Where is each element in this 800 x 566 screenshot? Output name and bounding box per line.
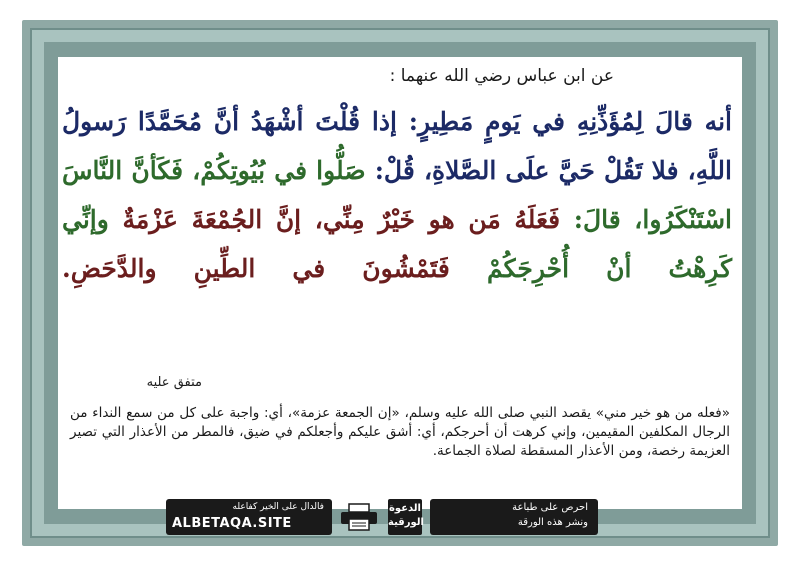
print-note-line-2: ونشر هذه الورقة — [517, 517, 588, 528]
card-content — [58, 57, 742, 509]
logo-line-1: الدعوة — [389, 503, 421, 514]
logo-text — [388, 502, 422, 530]
footer-bar — [166, 499, 598, 535]
hadith-text — [62, 97, 732, 293]
hadith-part-4: وإنِّي كَرِهْتُ أنْ أُحْرِجَكُمْ — [62, 205, 732, 283]
explanation-text: «فعله من هو خير مني» يقصد النبي صلى الله عليه وسلم، «إن الجمعة عزمة»، أي: واجبة على كل من سمع النداء من الرجال المكلفين المقيمين، وإني كرهت أن أحرجكم، أي: أشق عليكم وأجعلكم في ضيق، فالمطر من الأعذار التي تصير العزيمة رخصة، ومن الأعذار المسقطة لصلاة الجماعة. — [70, 405, 730, 459]
paper-dawah-logo — [388, 499, 422, 535]
print-note-line-1: احرص على طباعة — [512, 502, 588, 513]
card-paper — [58, 57, 742, 509]
footer-slogan: فالدال على الخير كفاعله — [232, 502, 324, 512]
footer-print-note — [430, 499, 598, 535]
footer-site-box — [166, 499, 332, 535]
hadith-source: متفق عليه — [146, 375, 202, 390]
footer-site-link[interactable]: ALBETAQA.SITE — [172, 516, 292, 531]
printer-icon — [338, 503, 380, 531]
hadith-part-2: صَلُّوا في بُيُوتِكُمْ، فَكَأنَّ النَّاسَ اسْتَنْكَرُوا، قالَ: — [62, 156, 732, 234]
logo-line-2: الورقية — [388, 517, 424, 528]
hadith-part-3: فَعَلَهُ مَن هو خَيْرٌ مِنِّي، إنَّ الجُمْعَةَ عَزْمَةٌ — [122, 205, 561, 234]
hadith-part-1: أنه قالَ لِمُؤَذِّنِهِ في يَومٍ مَطِيرٍ: إذا قُلْتَ أشْهَدُ أنَّ مُحَمَّدًا رَسولُ اللَّهِ، فلا تَقُلْ حَيَّ علَى الصَّلاةِ، قُلْ: — [62, 107, 732, 185]
hadith-part-5: فَتَمْشُونَ في الطِّينِ والدَّحَضِ. — [62, 254, 450, 283]
narrator-line: عن ابن عباس رضي الله عنهما : — [389, 66, 614, 86]
